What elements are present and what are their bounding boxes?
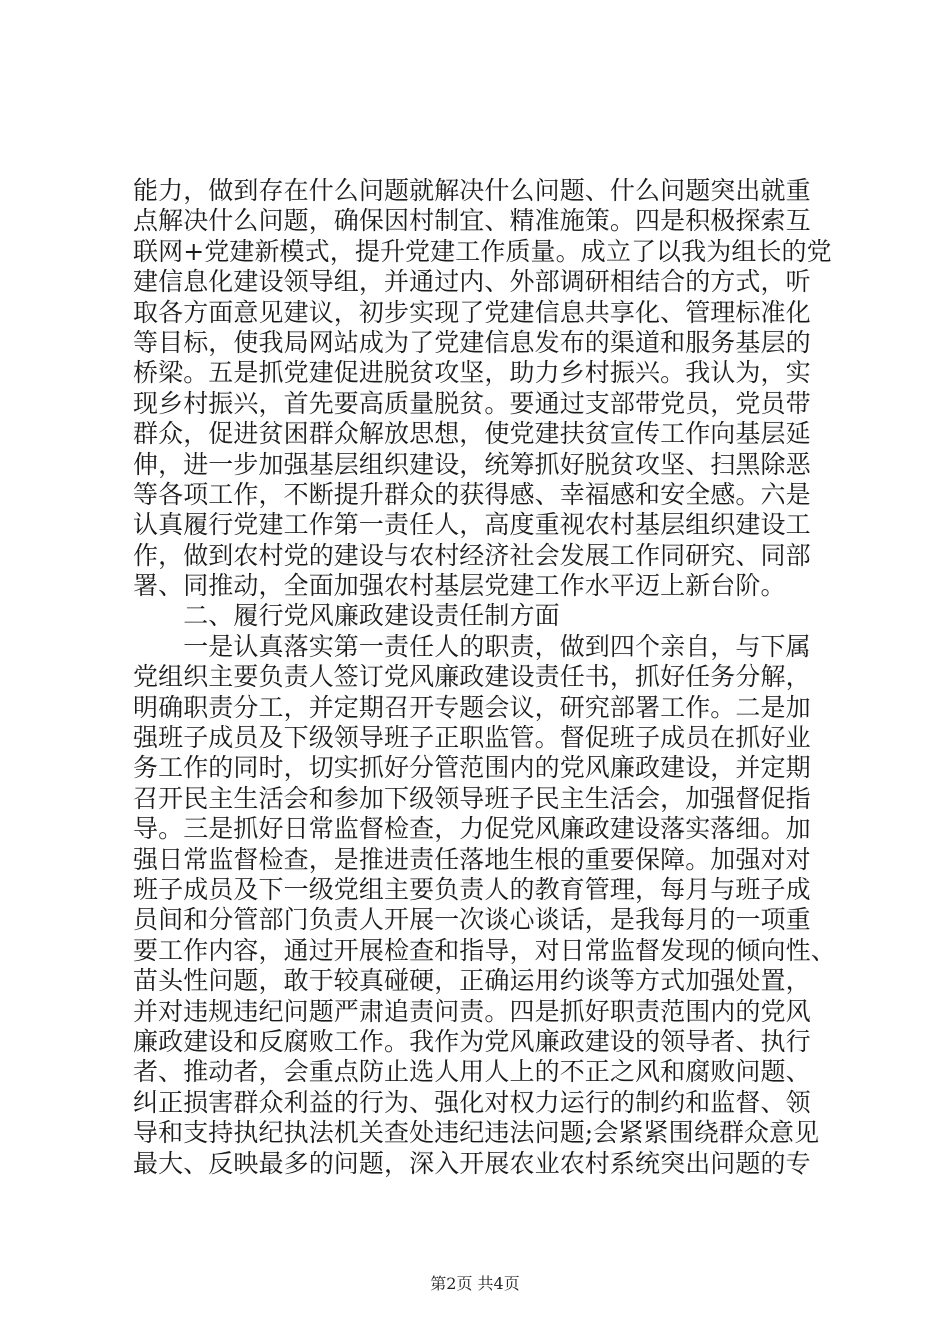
text-line: 建信息化建设领导组，并通过内、外部调研相结合的方式，听 xyxy=(133,267,811,297)
text-line: 党组织主要负责人签订党风廉政建设责任书，抓好任务分解， xyxy=(133,662,811,692)
text-line: 强班子成员及下级领导班子正职监管。督促班子成员在抓好业 xyxy=(133,723,811,753)
text-line: 伸，进一步加强基层组织建设，统筹抓好脱贫攻坚、扫黑除恶 xyxy=(133,449,811,479)
text-line: 点解决什么问题，确保因村制宜、精准施策。四是积极探索互 xyxy=(133,206,811,236)
text-line: 召开民主生活会和参加下级领导班子民主生活会，加强督促指 xyxy=(133,783,811,813)
text-line: 员间和分管部门负责人开展一次谈心谈话，是我每月的一项重 xyxy=(133,905,811,935)
text-line: 能力，做到存在什么问题就解决什么问题、什么问题突出就重 xyxy=(133,176,811,205)
text-line: 导和支持执纪执法机关查处违纪违法问题;会紧紧围绕群众意见 xyxy=(133,1118,820,1148)
page-footer: 第2页 共4页 xyxy=(430,1274,520,1293)
text-line: 最大、反映最多的问题，深入开展农业农村系统突出问题的专 xyxy=(133,1148,811,1178)
text-line: 署、同推动，全面加强农村基层党建工作水平迈上新台阶。 xyxy=(133,571,786,601)
text-line: 苗头性问题，敢于较真碰硬，正确运用约谈等方式加强处置， xyxy=(133,966,811,996)
text-line: 联网+党建新模式，提升党建工作质量。成立了以我为组长的党 xyxy=(133,236,832,266)
document-body xyxy=(133,176,836,1179)
text-line: 导。三是抓好日常监督检查，力促党风廉政建设落实落细。加 xyxy=(133,814,811,844)
text-line: 桥梁。五是抓党建促进脱贫攻坚，助力乡村振兴。我认为，实 xyxy=(133,358,811,388)
text-line: 认真履行党建工作第一责任人，高度重视农村基层组织建设工 xyxy=(133,510,811,540)
text-line: 等各项工作，不断提升群众的获得感、幸福感和安全感。六是 xyxy=(133,479,811,509)
text-line: 作，做到农村党的建设与农村经济社会发展工作同研究、同部 xyxy=(133,540,811,570)
text-line: 现乡村振兴，首先要高质量脱贫。要通过支部带党员，党员带 xyxy=(133,388,811,418)
text-line: 廉政建设和反腐败工作。我作为党风廉政建设的领导者、执行 xyxy=(133,1026,811,1056)
text-line: 者、推动者，会重点防止选人用人上的不正之风和腐败问题、 xyxy=(133,1057,811,1087)
text-line: 明确职责分工，并定期召开专题会议，研究部署工作。二是加 xyxy=(133,692,811,722)
text-line: 纠正损害群众利益的行为、强化对权力运行的制约和监督、领 xyxy=(133,1087,811,1117)
text-line: 取各方面意见建议，初步实现了党建信息共享化、管理标准化 xyxy=(133,297,811,327)
text-line: 并对违规违纪问题严肃追责问责。四是抓好职责范围内的党风 xyxy=(133,996,811,1026)
text-line: 班子成员及下一级党组主要负责人的教育管理，每月与班子成 xyxy=(133,874,811,904)
text-line: 务工作的同时，切实抓好分管范围内的党风廉政建设，并定期 xyxy=(133,753,811,783)
text-line: 一是认真落实第一责任人的职责，做到四个亲自，与下属 xyxy=(133,631,811,661)
text-line: 群众，促进贫困群众解放思想，使党建扶贫宣传工作向基层延 xyxy=(133,419,811,449)
text-line: 要工作内容，通过开展检查和指导，对日常监督发现的倾向性、 xyxy=(133,935,836,965)
text-line: 二、履行党风廉政建设责任制方面 xyxy=(133,601,560,631)
text-line: 等目标，使我局网站成为了党建信息发布的渠道和服务基层的 xyxy=(133,327,811,357)
text-line: 强日常监督检查，是推进责任落地生根的重要保障。加强对对 xyxy=(133,844,811,874)
